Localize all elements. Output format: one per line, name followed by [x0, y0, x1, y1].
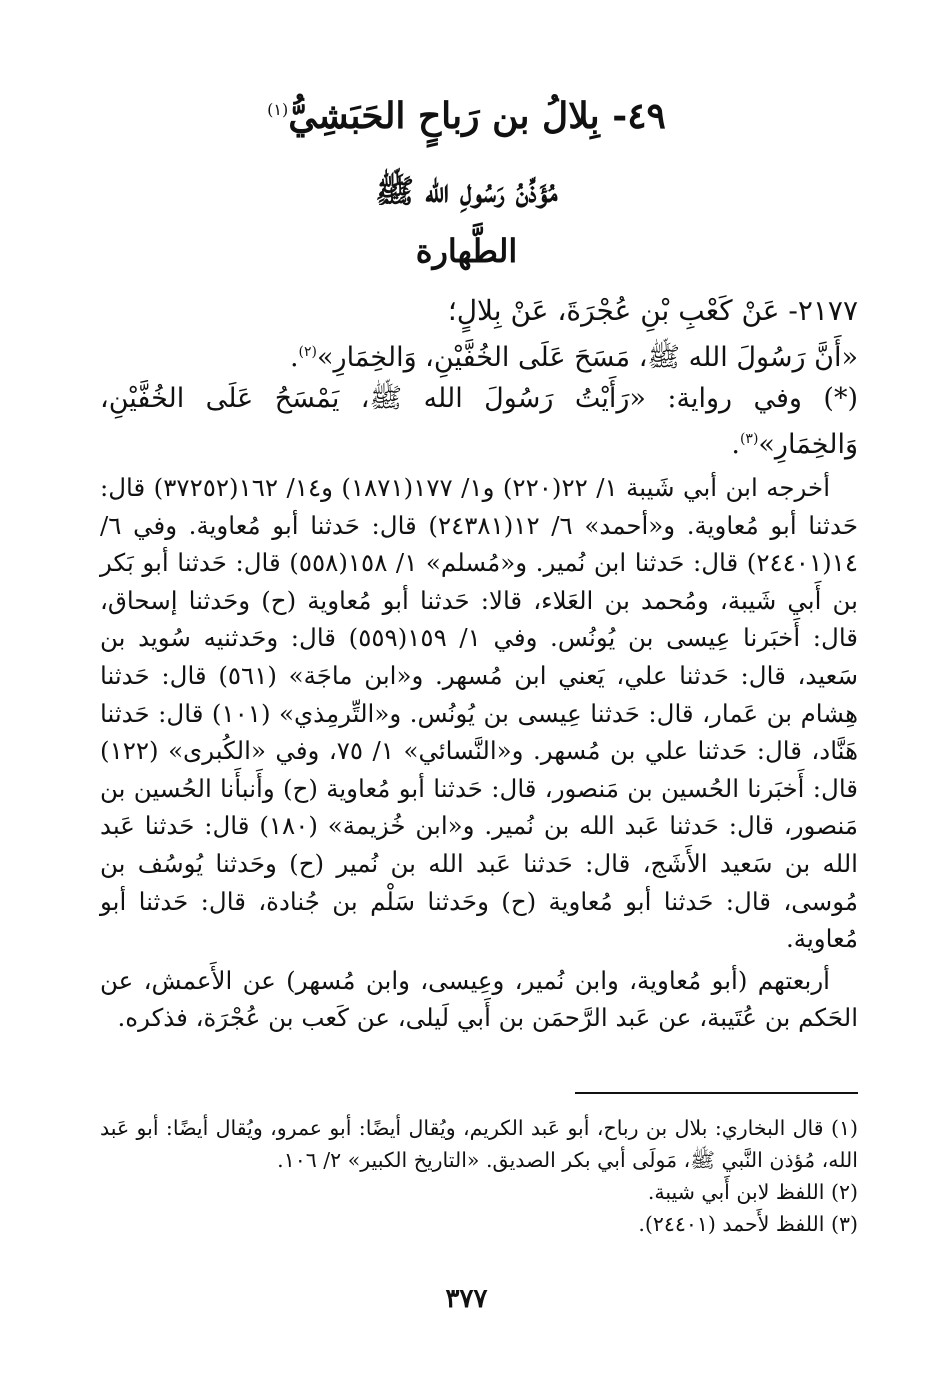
hadith-isnad: ٢١٧٧- عَنْ كَعْبِ بْنِ عُجْرَةَ، عَنْ بِلالٍ؛ [447, 294, 858, 327]
hadith-matn [100, 332, 858, 378]
page-number: ٣٧٧ [445, 1284, 488, 1314]
footnote-ref-2: (٢) [298, 344, 318, 360]
chapter-heading [100, 95, 833, 137]
conclusion-paragraph: أربعتهم (أبو مُعاوية، وابن نُمير، وعِيسى، وابن مُسهر) عن الأَعمش، عن الحَكم بن عُتَيبة، عن عَبد الرَّحمَن بن أَبي لَيلى، عن كَعب بن عُجْرَة، فذكره. [100, 965, 858, 1033]
section-title: الطَّهارة [415, 232, 518, 270]
chapter-heading-text: ٤٩- بِلالُ بن رَباحٍ الحَبَشِيُّ [288, 95, 666, 137]
main-text [100, 290, 858, 1037]
chapter-subtitle: مُؤَذِّنُ رَسُولِ الله ﷺ [375, 172, 558, 210]
footnote-2: (٢) اللفظ لابن أَبي شيبة. [647, 1180, 858, 1204]
hadith-matn-end: . [289, 342, 299, 373]
hadith-riwaya-end: . [731, 429, 740, 460]
hadith-matn-text: «أَنَّ رَسُولَ الله ﷺ، مَسَحَ عَلَى الخُفَّيْنِ، وَالخِمَارِ» [317, 342, 858, 373]
footnote-separator [575, 1092, 858, 1094]
footnote-1: (١) قال البخاري: بلال بن رباح، أبو عَبد الكريم، ويُقال أيضًا: أبو عمرو، ويُقال أيضًا: أبو عَبد الله، مُؤذن النَّبي ﷺ، مَولَى أبي بكر الصديق. «التاريخ الكبير» ٢/ ١٠٦. [100, 1116, 858, 1172]
footnote-3: (٣) اللفظ لأَحمد (٢٤٤٠١). [638, 1212, 858, 1236]
takhrij-paragraph: أخرجه ابن أبي شَيبة ١/ ٢٢(٢٢٠) و١/ ١٧٧(١٨٧١) و١٤/ ١٦٢(٣٧٢٥٢) قال: حَدثنا أبو مُعاوية. و«أحمد» ٦/ ١٢(٢٤٣٨١) قال: حَدثنا أبو مُعاوية. وفي ٦/ ١٤(٢٤٤٠١) قال: حَدثنا ابن نُمير. و«مُسلم» ١/ ١٥٨(٥٥٨) قال: حَدثنا أبو بَكر بن أَبي شَيبة، ومُحمد بن العَلاء، قالا: حَدثنا أبو مُعاوية (ح) وحَدثنا إسحاق، قال: أَخبَرنا عِيسى بن يُونُس. وفي ١/ ١٥٩(٥٥٩) قال: وحَدثنيه سُويد بن سَعيد، قال: حَدثنا علي، يَعني ابن مُسهر. و«ابن ماجَة» (٥٦١) قال: حَدثنا هِشام بن عَمار، قال: حَدثنا عِيسى بن يُونُس. و«التِّرمِذي» (١٠١) قال: حَدثنا هَنَّاد، قال: حَدثنا علي بن مُسهر. و«النَّسائي» ١/ ٧٥، وفي «الكُبرى» (١٢٢) قال: أَخبَرنا الحُسين بن مَنصور، قال: حَدثنا أبو مُعاوية (ح) وأَنبأَنا الحُسين بن مَنصور، قال: حَدثنا عَبد الله بن نُمير. و«ابن خُزيمة» (١٨٠) قال: حَدثنا عَبد الله بن سَعيد الأَشَج، قال: حَدثنا عَبد الله بن نُمير (ح) وحَدثنا يُوسُف بن مُوسى، قال: حَدثنا أبو مُعاوية (ح) وحَدثنا سَلْم بن جُنادة، قال: حَدثنا أبو مُعاوية. [100, 473, 858, 954]
footnote-ref-3: (٣) [739, 431, 759, 447]
footnotes [100, 1112, 858, 1240]
footnote-ref-1: (١) [267, 100, 289, 119]
hadith-riwaya-text: (*) وفي رواية: «رَأَيْتُ رَسُولَ الله ﷺ، يَمْسَحُ عَلَى الخُفَّيْنِ، وَالخِمَارِ» [100, 383, 858, 460]
hadith-riwaya [100, 378, 858, 465]
